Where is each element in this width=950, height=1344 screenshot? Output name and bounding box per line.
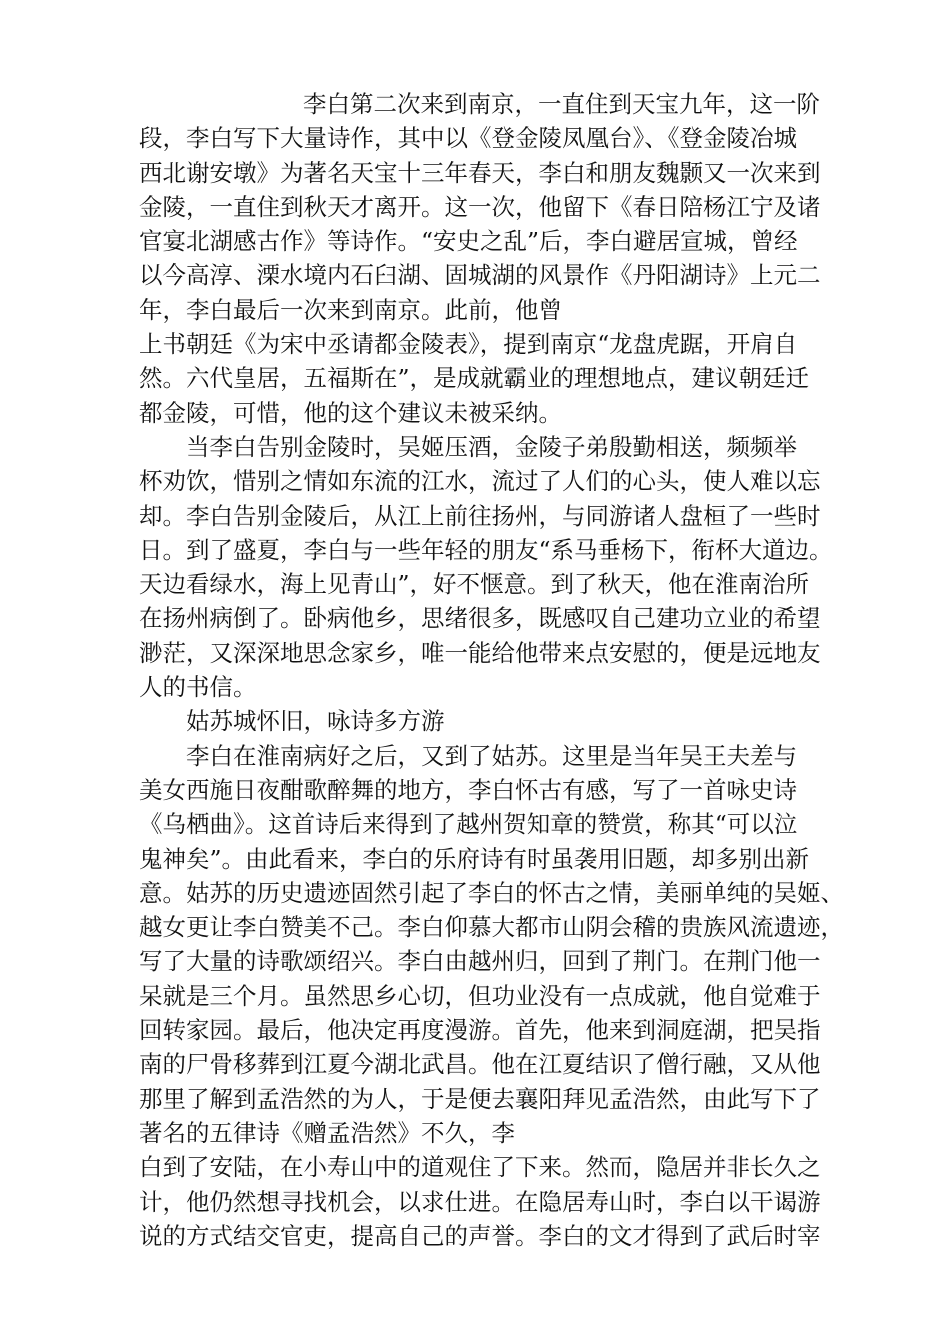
paragraph-line: 当李白告别金陵时，吴姬压酒，金陵子弟殷勤相送，频频举 xyxy=(186,432,797,461)
paragraph-line: 李白第二次来到南京，一直住到天宝九年，这一阶 xyxy=(303,90,820,118)
paragraph-line: 人的书信。 xyxy=(139,673,257,702)
paragraph-line: 呆就是三个月。虽然思乡心切，但功业没有一点成就，他自觉难于 xyxy=(139,981,821,1010)
paragraph-line: 以今高淳、溧水境内石臼湖、固城湖的风景作《丹阳湖诗》上元二 xyxy=(139,261,821,290)
paragraph-line: 美女西施日夜酣歌醉舞的地方，李白怀古有感，写了一首咏史诗 xyxy=(139,775,797,804)
paragraph-line: 白到了安陆，在小寿山中的道观住了下来。然而，隐居并非长久之 xyxy=(139,1153,821,1182)
paragraph-line: 说的方式结交官吏，提高自己的声誉。李白的文才得到了武后时宰 xyxy=(139,1221,821,1250)
paragraph-line: 都金陵，可惜，他的这个建议未被采纳。 xyxy=(139,398,562,427)
section-heading: 姑苏城怀旧，咏诗多方游 xyxy=(186,707,445,736)
paragraph-line: 杯劝饮，惜别之情如东流的江水，流过了人们的心头，使人难以忘 xyxy=(139,467,821,496)
paragraph-line: 日。到了盛夏，李白与一些年轻的朋友“系马垂杨下，衔杯大道边。 xyxy=(139,535,833,564)
paragraph-line: 李白在淮南病好之后，又到了姑苏。这里是当年吴王夫差与 xyxy=(186,741,797,770)
paragraph-line: 意。姑苏的历史遗迹固然引起了李白的怀古之情，美丽单纯的吴姬、 xyxy=(139,878,844,907)
main-text xyxy=(139,87,844,1253)
paragraph-line: 官宴北湖感古作》等诗作。“安史之乱”后，李白避居宣城，曾经 xyxy=(139,227,798,256)
paragraph-line: 然。六代皇居，五福斯在”，是成就霸业的理想地点，建议朝廷迁 xyxy=(139,364,810,393)
paragraph-line: 鬼神矣”。由此看来，李白的乐府诗有时虽袭用旧题，却多别出新 xyxy=(139,844,810,873)
paragraph-line: 渺茫，又深深地思念家乡，唯一能给他带来点安慰的，便是远地友 xyxy=(139,638,821,667)
paragraph-line: 写了大量的诗歌颂绍兴。李白由越州归，回到了荆门。在荆门他一 xyxy=(139,947,821,976)
paragraph-line: 回转家园。最后，他决定再度漫游。首先，他来到洞庭湖，把吴指 xyxy=(139,1016,821,1045)
paragraph-line: 却。李白告别金陵后，从江上前往扬州，与同游诸人盘桓了一些时 xyxy=(139,501,821,530)
paragraph-line: 《乌栖曲》。这首诗后来得到了越州贺知章的赞赏，称其“可以泣 xyxy=(139,810,798,839)
paragraph-line: 南的尸骨移葬到江夏今湖北武昌。他在江夏结识了僧行融，又从他 xyxy=(139,1050,821,1079)
paragraph-line: 段，李白写下大量诗作，其中以《登金陵凤凰台》、《登金陵冶城 xyxy=(139,124,797,153)
paragraph-line: 金陵，一直住到秋天才离开。这一次，他留下《春日陪杨江宁及诸 xyxy=(139,192,821,221)
paragraph-line: 著名的五律诗《赠孟浩然》不久，李 xyxy=(139,1118,515,1147)
paragraph-line: 西北谢安墩》为著名天宝十三年春天，李白和朋友魏颢又一次来到 xyxy=(139,158,821,187)
paragraph-line: 在扬州病倒了。卧病他乡，思绪很多，既感叹自己建功立业的希望 xyxy=(139,604,821,633)
paragraph-line: 越女更让李白赞美不己。李白仰慕大都市山阴会稽的贵族风流遗迹， xyxy=(139,913,844,942)
paragraph-line: 上书朝廷《为宋中丞请都金陵表》，提到南京“龙盘虎踞，开肩自 xyxy=(139,330,798,359)
paragraph-line: 计，他仍然想寻找机会，以求仕进。在隐居寿山时，李白以干谒游 xyxy=(139,1187,821,1216)
paragraph-line: 那里了解到孟浩然的为人，于是便去襄阳拜见孟浩然，由此写下了 xyxy=(139,1084,821,1113)
paragraph-line: 天边看绿水，海上见青山”，好不惬意。到了秋天，他在淮南治所 xyxy=(139,570,810,599)
paragraph-line: 年，李白最后一次来到南京。此前，他曾 xyxy=(139,295,562,324)
